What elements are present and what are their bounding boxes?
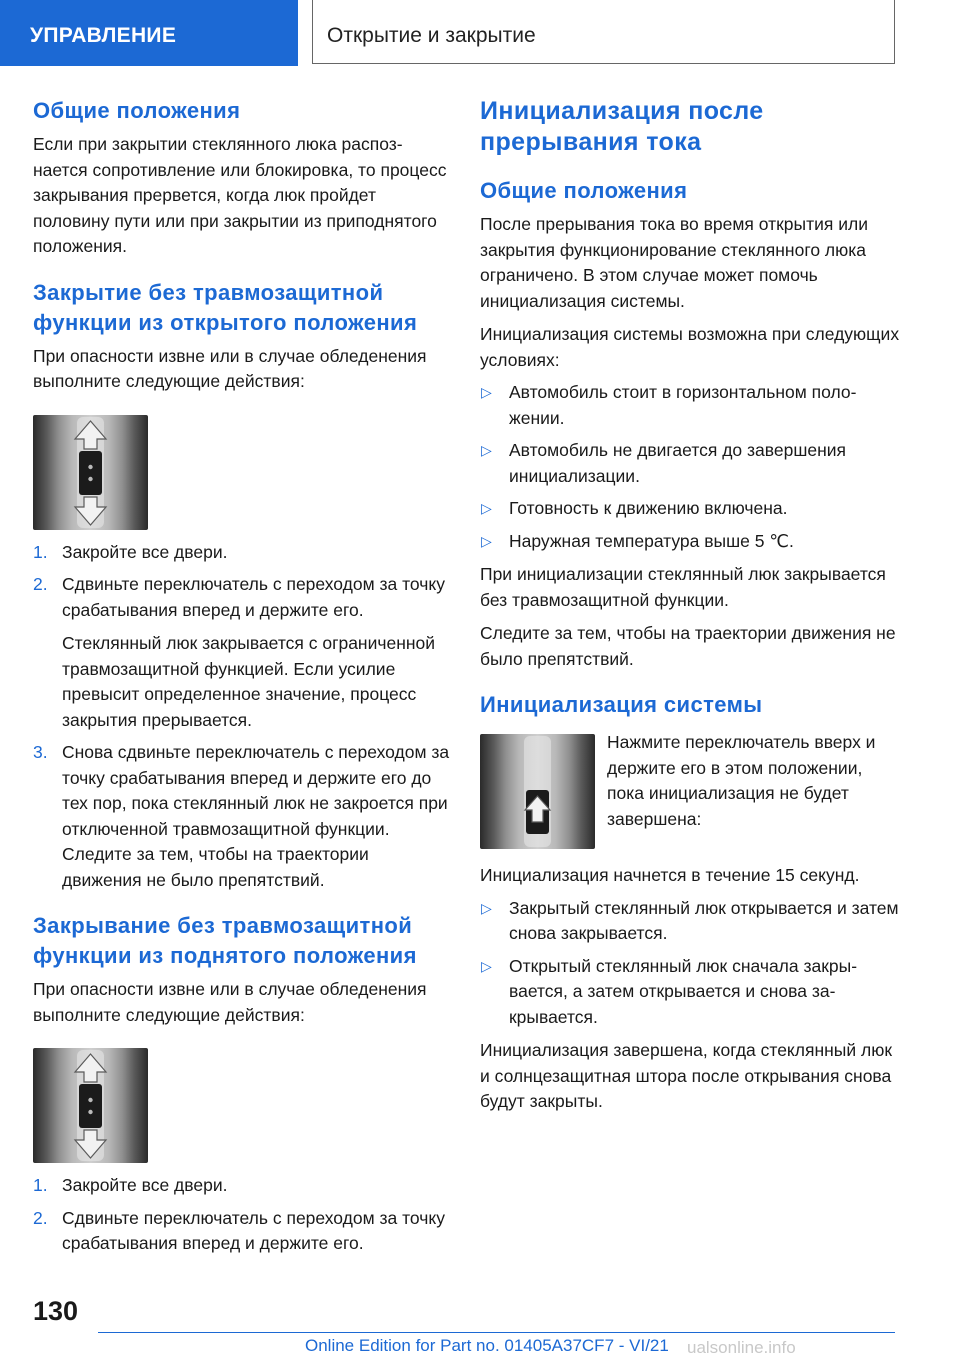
paragraph-general: Если при закрытии стеклянного люка распознается сопротивление или блокировка, то процесс закрывания прервется, когда люк пройдет половину пути или при закрытии из приподнятого положения. — [33, 134, 447, 256]
bullet-text: Наружная температура выше 5 ℃. — [509, 530, 794, 551]
list-item — [480, 496, 900, 522]
footer-divider — [98, 1332, 895, 1333]
bullet-arrow-icon: ▷ — [481, 500, 492, 516]
paragraph: Инициализация системы возможна при следующих условиях: — [480, 324, 900, 370]
watermark: ualsonline.info — [687, 1338, 796, 1357]
list-item — [33, 572, 451, 623]
steps-close-open — [33, 540, 451, 624]
bullet-arrow-icon: ▷ — [481, 957, 492, 974]
list-item — [480, 529, 900, 555]
step-text: Закройте все двери. — [62, 541, 228, 562]
heading-general: Общие положения — [33, 98, 241, 123]
switch-forward-figure — [33, 1048, 148, 1163]
paragraph-intro: При опасности извне или в случае обледенения выполните следующие действия: — [33, 979, 427, 1025]
main-heading: Инициализация после прерывания тока — [480, 97, 764, 156]
paragraph: Инициализация завершена, когда стеклянный люк и солнцезащитная штора после открывания снова будут закрыты. — [480, 1040, 893, 1111]
step-text: Сдвиньте переключатель с переходом за точку срабатывания вперед и держите его. — [62, 1207, 446, 1253]
paragraph: При инициализации стеклянный люк закрывается без травмозащитной функции. — [480, 564, 886, 610]
heading-close-open: Закрытие без травмозащитной функции из открытого положения — [33, 279, 418, 335]
chapter-title: Открытие и закрытие — [312, 0, 895, 64]
bullet-arrow-icon: ▷ — [481, 532, 492, 549]
bullet-arrow-icon: ▷ — [481, 384, 492, 400]
paragraph: После прерывания тока во время открытия или закрытия функционирование стеклянного люка ограничено. В этом случае может помочь инициализация системы. — [480, 214, 868, 311]
bullet-arrow-icon: ▷ — [481, 442, 492, 458]
step-number: 1. — [33, 1175, 48, 1195]
list-item — [33, 1173, 451, 1199]
heading-close-raised: Закрывание без травмозащитной функции из поднятого положения — [33, 913, 417, 968]
list-item — [480, 438, 900, 489]
paragraph-intro: При опасности извне или в случае обледенения выполните следующие действия: — [33, 345, 427, 391]
section-tab: УПРАВЛЕНИЕ — [0, 0, 298, 66]
list-item — [480, 896, 900, 947]
switch-forward-figure — [33, 415, 148, 530]
list-item — [33, 540, 451, 566]
steps-close-open-cont — [33, 740, 451, 893]
step-text: Закройте все двери. — [62, 1175, 228, 1195]
list-item — [33, 1206, 451, 1257]
bullet-text: Открытый стеклянный люк сначала закрывается, а затем открывается и снова закрывается. — [509, 955, 858, 1027]
bullet-text: Закрытый стеклянный люк открывается и затем снова закрывается. — [509, 897, 899, 943]
conditions-list — [480, 380, 900, 554]
heading-init: Инициализация системы — [480, 692, 763, 717]
paragraph: Следите за тем, чтобы на траектории движения не было препятствий. — [480, 623, 896, 669]
step-text: Снова сдвиньте переключатель с переходом за точку срабатывания вперед и держите его до тех пор, пока стеклянный люк не закроется при отключенной травмозащитной функции. Следите за тем, чтобы на траектории движения не было препятствий. — [62, 742, 450, 890]
bullet-text: Готовность к движению включена. — [509, 498, 788, 518]
step-number: 1. — [33, 541, 48, 562]
list-item — [33, 740, 451, 893]
paragraph: Инициализация начнется в течение 15 секунд. — [480, 865, 860, 885]
bullet-text: Автомобиль стоит в горизонтальном положении. — [509, 382, 857, 428]
list-item — [480, 380, 900, 431]
page-header — [0, 0, 960, 66]
edition-text: Online Edition for Part no. 01405A37CF7 - VI/21 — [305, 1336, 669, 1355]
bullet-arrow-icon: ▷ — [481, 899, 492, 916]
heading-general-right: Общие положения — [480, 178, 688, 203]
list-item — [480, 954, 900, 1031]
step-note: Стеклянный люк закрывается с ограниченной травмозащитной функцией. Если усилие превысит определенное значение, процесс закрытия прерывается. — [62, 633, 436, 730]
step-number: 2. — [33, 574, 48, 594]
step-number: 3. — [33, 742, 48, 762]
steps-close-raised — [33, 1173, 451, 1257]
bullet-text: Автомобиль не двигается до завершения инициализации. — [509, 440, 847, 486]
page-number: 130 — [33, 1296, 79, 1326]
figure-caption: Нажмите переключатель вверх и держите его в этом положении, пока инициализация не будет завершена: — [607, 732, 876, 829]
left-column — [33, 96, 451, 1257]
step-text: Сдвиньте переключатель с переходом за точку срабатывания вперед и держите его. — [62, 574, 446, 620]
switch-up-figure — [480, 734, 595, 849]
init-list — [480, 896, 900, 1031]
init-figure-row — [480, 734, 900, 849]
right-column — [480, 96, 900, 1115]
step-number: 2. — [33, 1207, 48, 1228]
